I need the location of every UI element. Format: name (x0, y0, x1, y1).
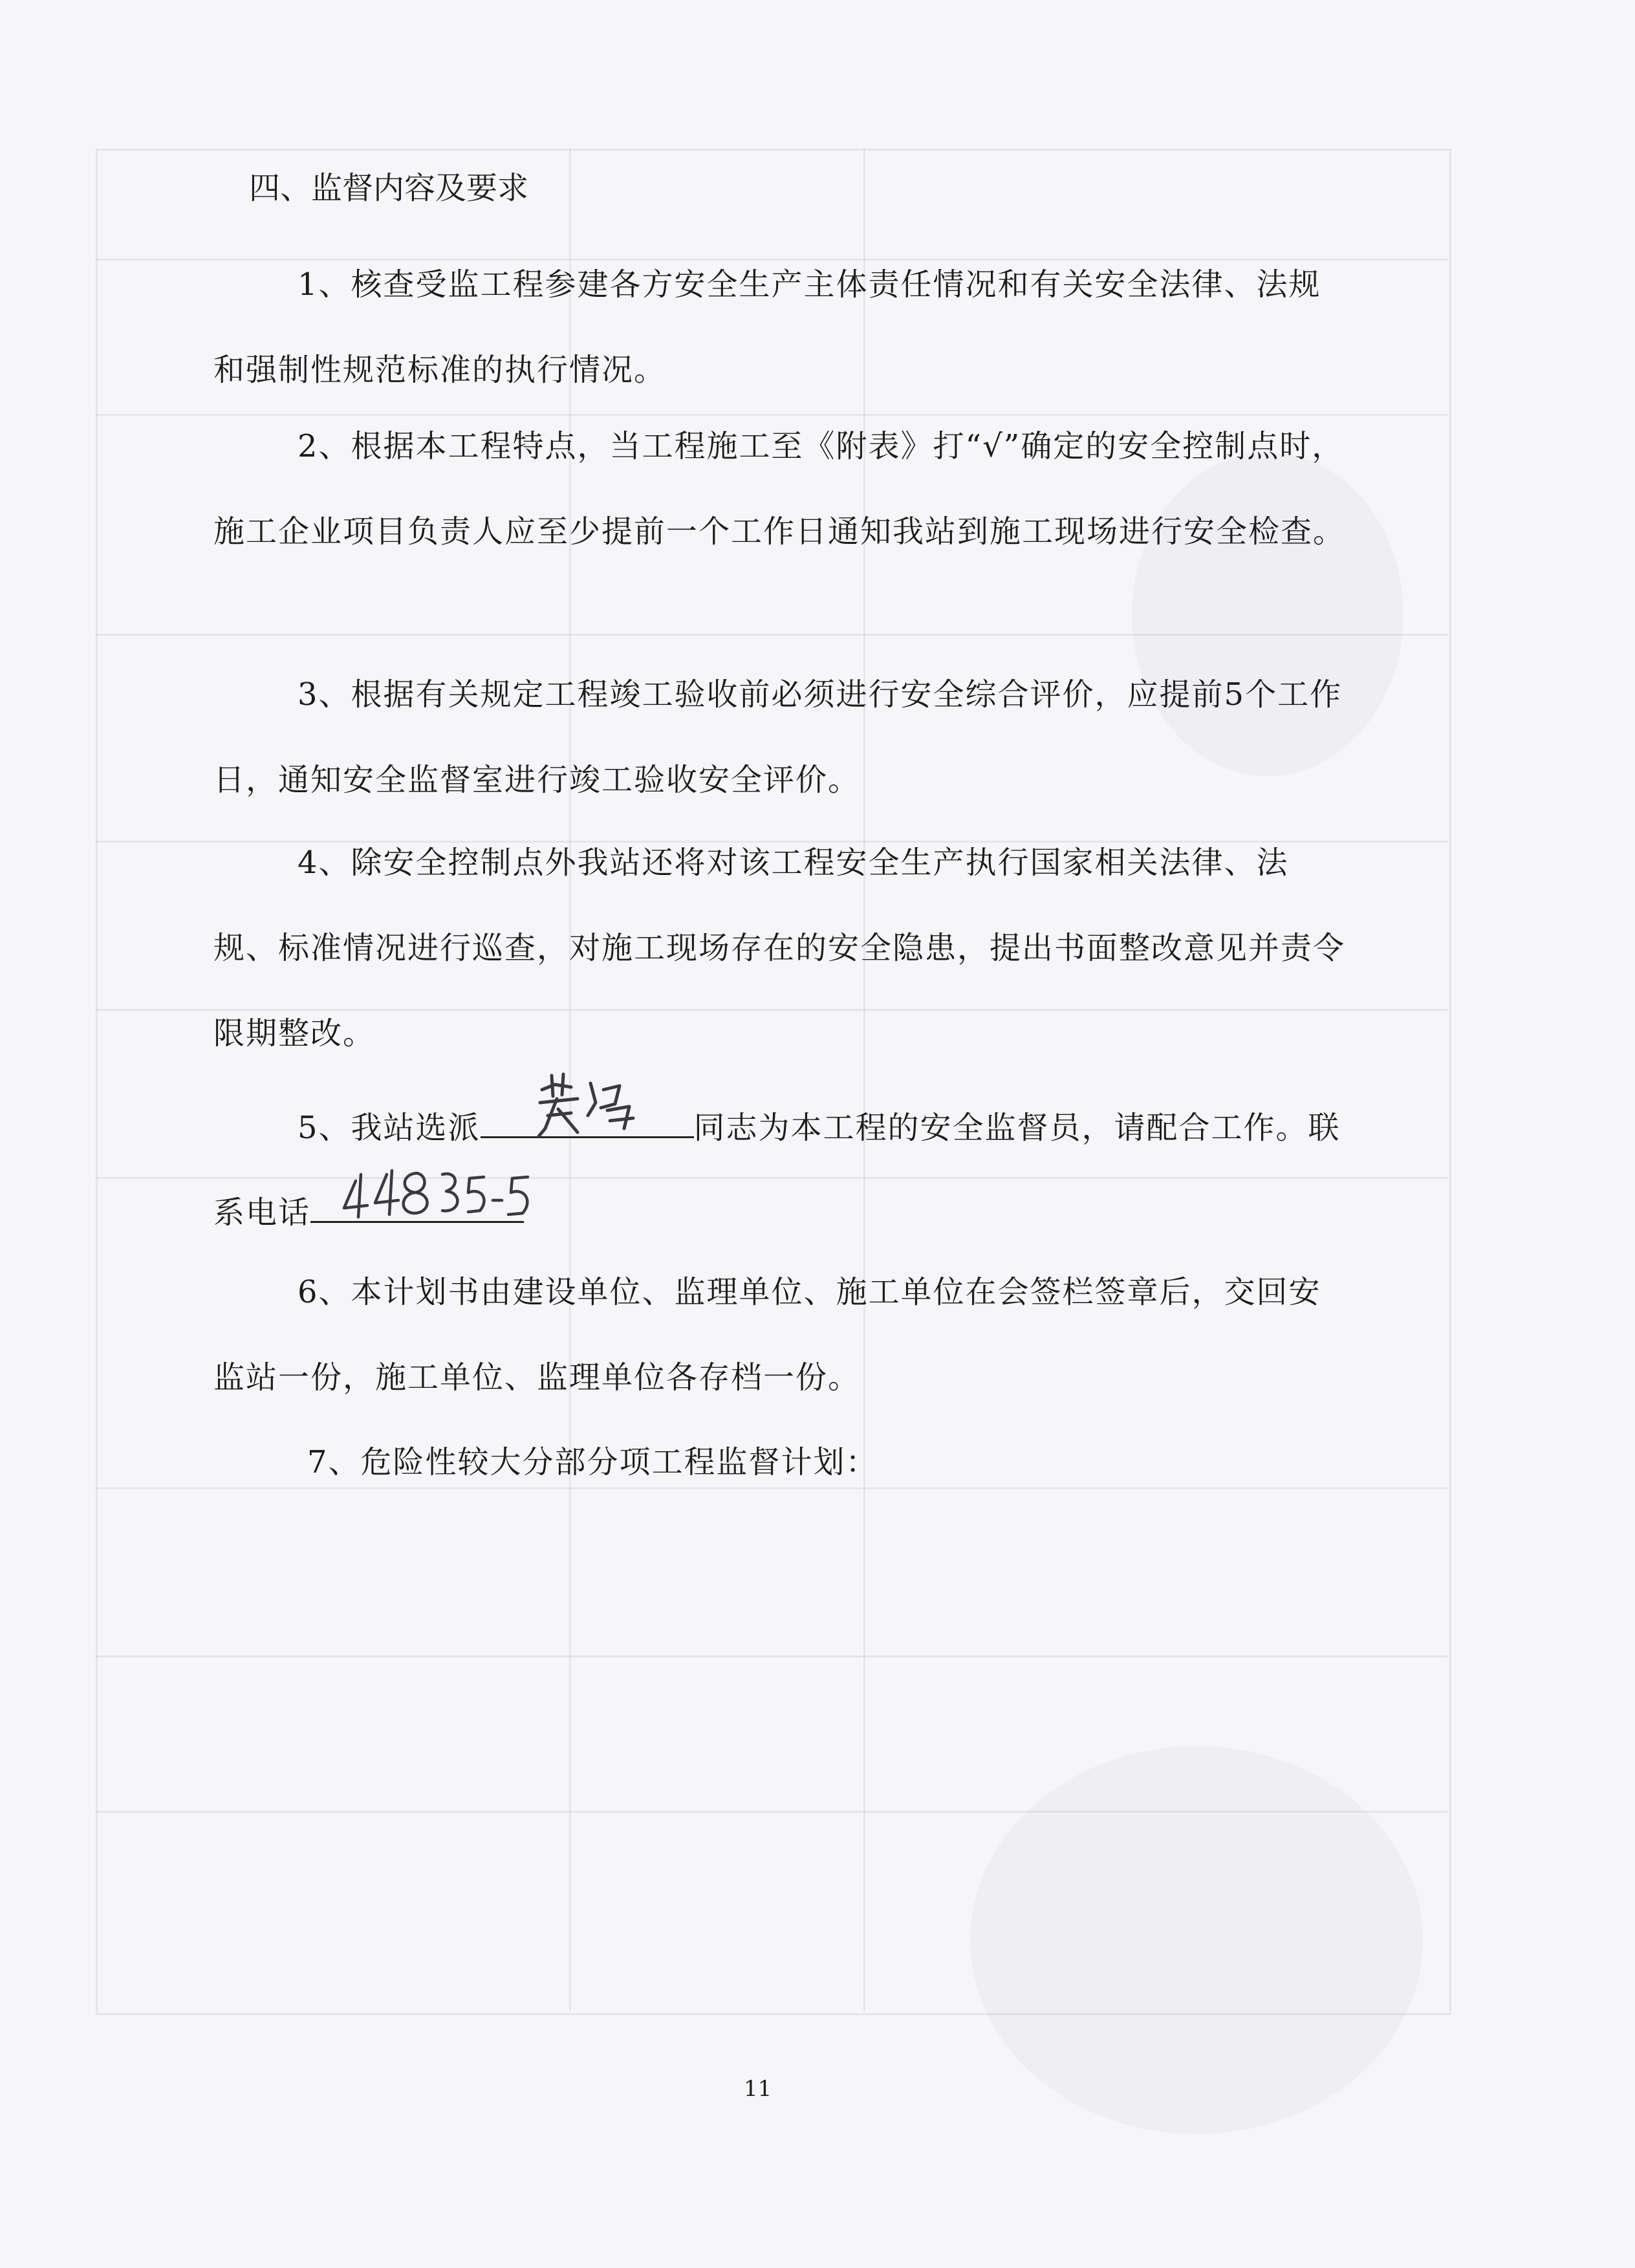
item-3: 3、根据有关规定工程竣工验收前必须进行安全综合评价，应提前5个工作日，通知安全监督室进行竣工验收安全评价。 (213, 676, 1343, 798)
page-number: 11 (744, 2076, 772, 2102)
inspector-signature (481, 1070, 694, 1141)
item-2: 2、根据本工程特点，当工程施工至《附表》打“√”确定的安全控制点时，施工企业项目负责人应至少提前一个工作日通知我站到施工现场进行安全检查。 (213, 428, 1346, 550)
item-5-line-2 (213, 1187, 524, 1232)
item-5-line-1 (298, 1103, 1341, 1147)
item-4: 4、除安全控制点外我站还将对该工程安全生产执行国家相关法律、法规、标准情况进行巡查，对施工现场存在的安全隐患，提出书面整改意见并责令限期整改。 (213, 845, 1346, 1052)
item-1: 1、核查受监工程参建各方安全生产主体责任情况和有关安全法律、法规和强制性规范标准的执行情况。 (213, 266, 1321, 388)
item-7: 7、危险性较大分部分项工程监督计划： (307, 1444, 878, 1480)
item-5-prefix: 5、我站选派 (298, 1110, 481, 1146)
phone-blank (310, 1187, 524, 1223)
item-6: 6、本计划书由建设单位、监理单位、施工单位在会签栏签章后，交回安监站一份，施工单位、监理单位各存档一份。 (213, 1274, 1321, 1396)
section-heading: 四、监督内容及要求 (249, 170, 529, 206)
phone-handwriting (310, 1155, 543, 1226)
item-5-suffix: 同志为本工程的安全监督员，请配合工作。联 (693, 1110, 1341, 1146)
phone-label: 系电话 (213, 1194, 311, 1231)
inspector-name-blank (481, 1103, 694, 1138)
